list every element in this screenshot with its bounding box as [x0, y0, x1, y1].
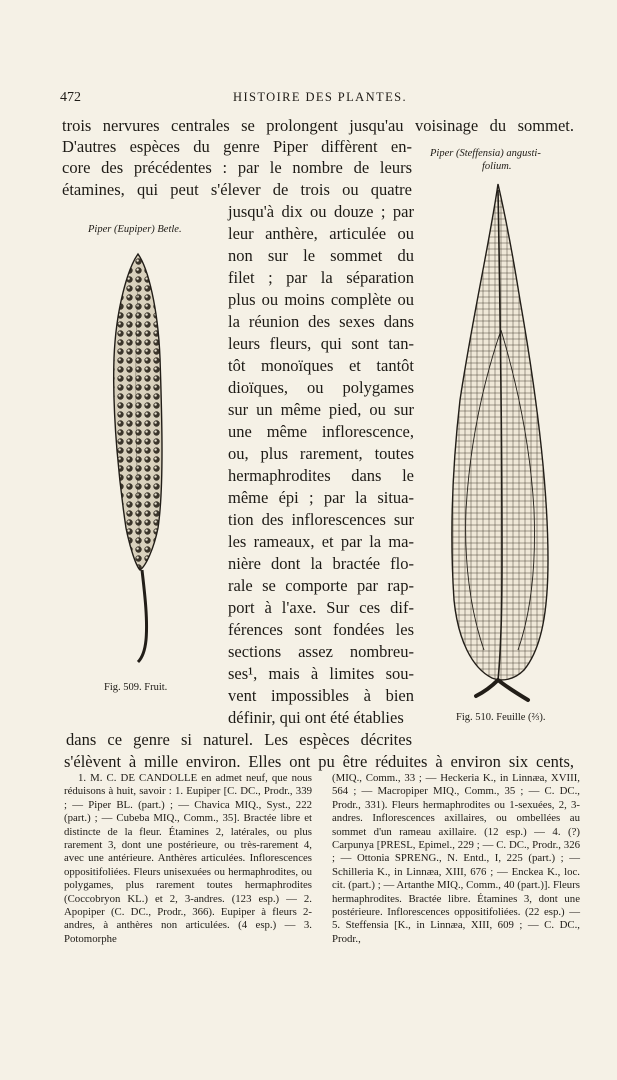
figure-caption-left: Piper (Eupiper) Betle. [88, 224, 182, 235]
footnote-right-column [332, 772, 580, 946]
body-line: core des précédentes : par le nombre de leurs [62, 158, 412, 177]
body-line: port à l'axe. Sur ces dif- [228, 598, 414, 617]
body-line: une même inflorescence, [228, 422, 414, 441]
body-line: dioïques, ou polygames [228, 378, 414, 397]
body-line: même épi ; par la situa- [228, 488, 414, 507]
body-line: non sur le sommet du [228, 246, 414, 265]
body-line: leurs fleurs, qui sont tan- [228, 334, 414, 353]
body-line: étamines, qui peut s'élever de trois ou quatre [62, 180, 412, 199]
fig-510-label: Fig. 510. Feuille (⅔). [456, 712, 546, 723]
body-line: jusqu'à dix ou douze ; par [228, 202, 414, 221]
fruit-spike-icon [98, 248, 178, 668]
body-line: rale se comporte par rap- [228, 576, 414, 595]
body-line: leur anthère, articulée ou [228, 224, 414, 243]
page-number: 472 [60, 90, 81, 105]
fig-509-label: Fig. 509. Fruit. [104, 682, 168, 693]
body-line: définir, qui ont été établies [228, 708, 404, 727]
body-line: plus ou moins complète ou [228, 290, 414, 309]
body-line: ses¹, mais à limites sou- [228, 664, 414, 683]
body-line: filet ; par la séparation [228, 268, 414, 287]
body-line: la réunion des sexes dans [228, 312, 414, 331]
body-line: ou, plus rarement, toutes [228, 444, 414, 463]
figure-caption-right-2: folium. [482, 161, 512, 172]
running-title: HISTOIRE DES PLANTES. [233, 90, 407, 104]
body-line: hermaphrodites dans le [228, 466, 414, 485]
footnote-text: 1. M. C. DE CANDOLLE en admet neuf, que nous réduisons à huit, savoir : 1. Eupiper [C. DC., Prodr., 339 ; — Piper BL. (part.) ; — Chavica MIQ., Syst., 222 (part.) ; — Cubeba MIQ., Comm., 35]. Bractée libre et distincte de la fleur. Étamines 2, latérales, ou plus rarement 3, dont une postérieure, ou très-rarement 4, avec une antérieure. Anthères articulées. Inflorescences oppositifoliées. Fleurs unisexuées ou hermaphrodites, ou polygames, plus rarement toutes hermaphrodites (Coccobryon KL.) et 2, 3-andres. (123 esp.) — 2. Apopiper (C. DC., Prodr., 366). Eupiper à fleurs 2-andres, à anthères non articulées. (4 esp.) — 3. Potomorphe [64, 772, 312, 945]
body-line: trois nervures centrales se prolongent jusqu'au voisinage du sommet. [62, 116, 574, 135]
body-line: férences sont fondées les [228, 620, 414, 639]
body-line: les rameaux, et par la ma- [228, 532, 414, 551]
body-line: dans ce genre si naturel. Les espèces décrites [66, 730, 412, 749]
footnote-left-column [64, 772, 312, 946]
footnote-text: (MIQ., Comm., 33 ; — Heckeria K., in Linnæa, XVIII, 564 ; — Macropiper MIQ., Comm., 35 ; — C. DC., Prodr., 331). Fleurs hermaphrodites ou 1-sexuées, 2, 3-andres. Inflorescences axillaires, ou ombellées au sommet d'un rameau axillaire. (12 esp.) — 4. (?) Carpunya [PRESL, Epimel., 229 ; — C. DC., Prodr., 326 ; — Ottonia SPRENG., N. Entd., I, 225 (part.) ; — Schilleria K., in Linnæa, XIII, 676 ; — Enckea K., loc. cit. (part.) ; — Artanthe MIQ., Comm., 40 (part.)]. Fleurs hermaphrodites. Bractée libre. Étamines 3, dont une postérieure. Inflorescences oppositifoliées. (22 esp.) — 5. Steffensia [K., in Linnæa, XIII, 609 ; — C. DC., Prodr., [332, 772, 580, 945]
body-line: nière dont la bractée flo- [228, 554, 414, 573]
body-line: s'élèvent à mille environ. Elles ont pu être réduites à environ six cents, [64, 752, 574, 771]
page-header [60, 90, 580, 108]
leaf-icon [444, 180, 556, 708]
body-line: sur un même pied, ou sur [228, 400, 414, 419]
figure-caption-right-1: Piper (Steffensia) angusti- [430, 148, 541, 159]
body-line: tôt monoïques et tantôt [228, 356, 414, 375]
body-line: sections assez nombreu- [228, 642, 414, 661]
body-line: vent impossibles à bien [228, 686, 414, 705]
body-line: D'autres espèces du genre Piper diffèrent en- [62, 137, 412, 156]
body-line: tion des inflorescences sur [228, 510, 414, 529]
